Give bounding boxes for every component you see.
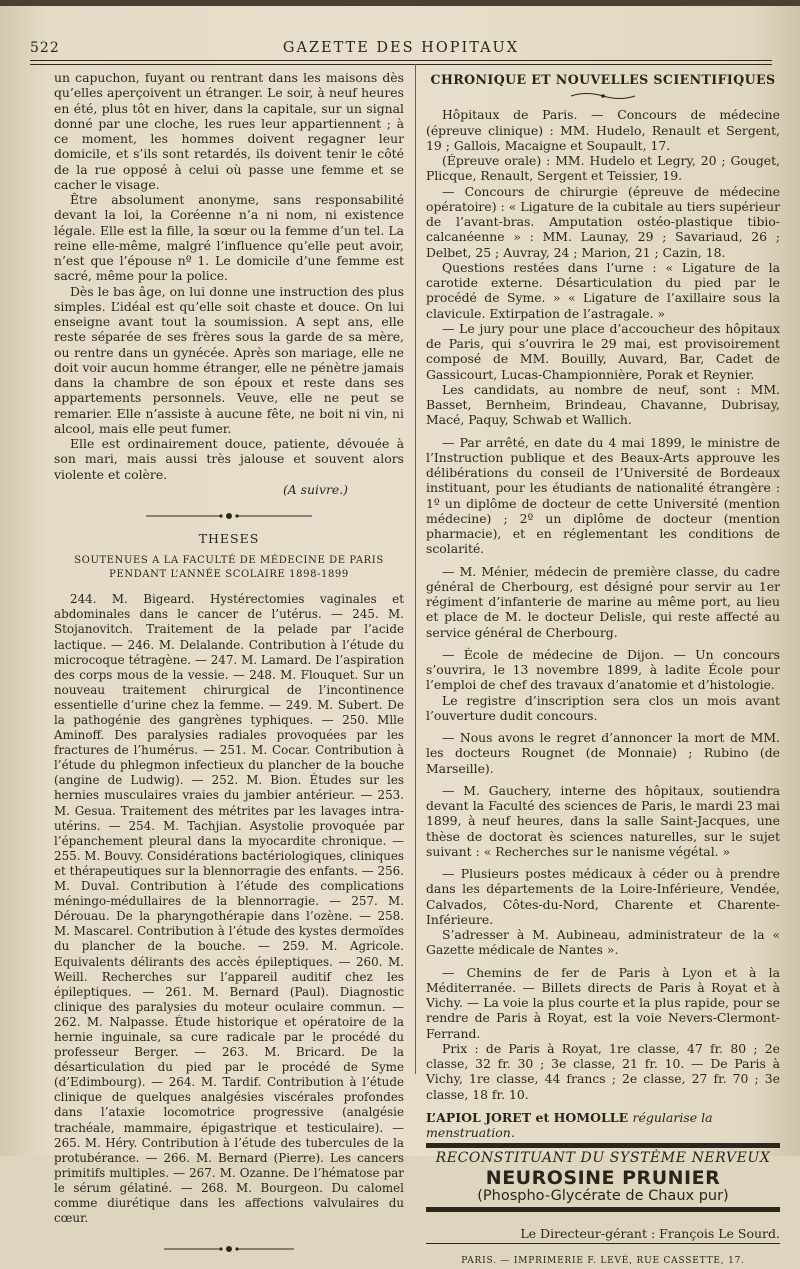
news-item: (Épreuve orale) : MM. Hudelo et Legry, 20 ; Gouget, Plicque, Renault, Sergent et Teissier, 19. bbox=[426, 153, 780, 184]
news-item: Prix : de Paris à Royat, 1re classe, 47 fr. 80 ; 2e classe, 32 fr. 30 ; 3e classe, 21 fr. 10. — De Paris à Vichy, 1re classe, 44 francs ; 2e classe, 27 fr. 70 ; 3e classe, 18 fr. 10. bbox=[426, 1040, 780, 1102]
news-item: — Nous avons le regret d’annoncer la mort de MM. les docteurs Rougnet (de Monnaie) ; Rubino (de Marseille). bbox=[426, 730, 780, 776]
news-item: — Chemins de fer de Paris à Lyon et à la Méditerranée. — Billets directs de Paris à Royat et à Vichy. — La voie la plus courte et la plus rapide, pour se rendre de Paris à Royat, est la voie Nevers-Clermont-Ferrand. bbox=[426, 964, 780, 1041]
header-double-rule bbox=[30, 60, 772, 65]
article-paragraph: un capuchon, fuyant ou rentrant dans les maisons dès qu’elles aperçoivent un étranger. Le soir, à neuf heures en été, plus tôt en hiver, dans la capitale, sur un signal donné par une cloche, les rues leur appartiennent ; à ce moment, les hommes doivent regagner leur domicile, et s’ils sont retardés, ils doivent tenir le côté de la rue opposé à celui où passe une femme et se cacher le visage. bbox=[54, 70, 404, 192]
ad-rule bbox=[426, 1207, 780, 1212]
article-paragraph: Être absolument anonyme, sans responsabilité devant la loi, la Coréenne n’a ni nom, ni existence légale. Elle est la fille, la sœur ou la femme d’un tel. La reine elle-même, malgré l’influence qu’elle peut avoir, n’est que l’épouse nº 1. Le domicile d’une femme est sacré, même pour la police. bbox=[54, 192, 404, 284]
journal-title: GAZETTE DES HOPITAUX bbox=[282, 40, 520, 56]
left-column bbox=[54, 70, 404, 1264]
news-item: Questions restées dans l’urne : « Ligature de la carotide externe. Désarticulation du pied par le procédé de Syme. » « Ligature de l’axillaire sous la clavicule. Extirpation de l’astragale. » bbox=[426, 259, 780, 321]
ornament-divider bbox=[54, 507, 404, 525]
page-number: 522 bbox=[30, 40, 60, 56]
news-item: — École de médecine de Dijon. — Un concours s’ouvrira, le 13 novembre 1899, à ladite École pour l’emploi de chef des travaux d’anatomie et d’histologie. bbox=[426, 646, 780, 693]
news-item: — Par arrêté, en date du 4 mai 1899, le ministre de l’Instruction publique et des Beaux-Arts approuve les délibérations du conseil de l’Université de Bordeaux instituant, pour les étudiants de nationalité étrangère : 1º un diplôme de docteur de cette Université (mention médecine) ; 2º un diplôme de docteur (mention pharmacie), et en réglementant les conditions de scolarité. bbox=[426, 434, 780, 557]
advertisement bbox=[426, 1110, 780, 1212]
printer-imprint: PARIS. — IMPRIMERIE F. LEVÉ, RUE CASSETTE, 17. bbox=[461, 1256, 745, 1266]
news-item: — Le jury pour une place d’accoucheur des hôpitaux de Paris, qui s’ouvrira le 29 mai, est provisoirement composé de MM. Bouilly, Auvard, Bar, Cadet de Gassicourt, Lucas-Championnière, Porak et Reynier. bbox=[426, 320, 780, 382]
column-separator bbox=[415, 64, 416, 1074]
news-item: — M. Gauchery, interne des hôpitaux, soutiendra devant la Faculté des sciences de Paris, le mardi 23 mai 1899, à neuf heures, dans la salle Saint-Jacques, une thèse de doctorat ès sciences naturelles, sur le sujet suivant : « Recherches sur le nanisme végétal. » bbox=[426, 782, 780, 859]
apiol-claim: régularise la menstruation. bbox=[426, 1109, 713, 1140]
chronicle-ornament bbox=[426, 89, 780, 103]
to-be-continued: (A suivre.) bbox=[282, 481, 348, 497]
theses-subheading bbox=[54, 554, 404, 582]
hopitaux-section bbox=[426, 107, 780, 427]
news-item: S’adresser à M. Aubineau, administrateur de la « Gazette médicale de Nantes ». bbox=[426, 927, 780, 958]
running-header bbox=[30, 40, 772, 62]
news-item: — Plusieurs postes médicaux à céder ou à prendre dans les départements de la Loire-Inférieure, Vendée, Calvados, Côtes-du-Nord, Charente et Charente-Inférieure. bbox=[426, 866, 780, 927]
neurosine-tagline: RECONSTITUANT DU SYSTÈME NERVEUX bbox=[435, 1150, 771, 1167]
apiol-brand: L’APIOL JORET et HOMOLLE bbox=[426, 1109, 629, 1125]
theses-list: 244. M. Bigeard. Hystérectomies vaginales et abdominales dans le cancer de l’utérus. — 245. M. Stojanovitch. Traitement de la pelade par l’acide lactique. — 246. M. Delalande. Contribution à l’étude du microcoque tétragène. — 247. M. Lamard. De l’aspiration des corps mous de la vessie. — 248. M. Flouquet. Sur un nouveau traitement chirurgical de l’incontinence essentielle d’urine chez la femme. — 249. M. Subert. De la pathogénie des gangrènes typhiques. — 250. Mlle Aminoff. Des paralysies radiales provoquées par les fractures de l’humérus. — 251. M. Cocar. Contribution à l’étude du phlegmon infectieux du plancher de la bouche (angine de Ludwig). — 252. M. Bion. Études sur les hernies musculaires vraies du jambier antérieur. — 253. M. Gesua. Traitement des métrites par les lavages intra-utérins. — 254. M. Tachjian. Asystolie provoquée par l’épanchement pleural dans la myocardite chronique. — 255. M. Bouvy. Considérations bactériologiques, cliniques et thérapeutiques sur la blennorragie des enfants. — 256. M. Duval. Contribution à l’étude des complications méningo-médullaires de la blennorragie. — 257. M. Dérouau. De la pharyngothérapie dans l’ozène. — 258. M. Mascarel. Contribution à l’étude des kystes dermoïdes du plancher de la bouche. — 259. M. Agricole. Equivalents délirants des accès épileptiques. — 260. M. Weill. Recherches sur l’appareil auditif chez les épileptiques. — 261. M. Bernard (Paul). Diagnostic clinique des paralysies du moteur oculaire commun. — 262. M. Nalpasse. Étude historique et opératoire de la hernie inguinale, sa cure radicale par le procédé du professeur Berger. — 263. M. Bricard. De la désarticulation du pied par le procédé de Syme (d’Edimbourg). — 264. M. Tardif. Contribution à l’étude clinique de quelques analgésies viscérales profondes dans l’ataxie locomotrice progressive (analgésie trachéale, mammaire, épigastrique et testiculaire). — 265. M. Héry. Contribution à l’étude des tubercules de la protubérance. — 266. M. Bernard (Pierre). Les cancers primitifs multiples. — 267. M. Ozanne. De l’hématose par le sérum gélatiné. — 268. M. Bourgeon. Du calomel comme diurétique dans les affections valvulaires du cœur. bbox=[54, 592, 404, 1226]
news-item: — M. Ménier, médecin de première classe, du cadre général de Cherbourg, est désigné pour servir au 1er régiment d’infanterie de marine au même port, au lieu et place de M. le docteur Delisle, qui reste affecté au service général de Cherbourg. bbox=[426, 563, 780, 640]
scan-top-edge bbox=[0, 0, 800, 6]
theses-subheading-line: PENDANT L’ANNÉE SCOLAIRE 1898-1899 bbox=[109, 569, 349, 581]
article-paragraph: Dès le bas âge, on lui donne une instruction des plus simples. L’idéal est qu’elle soit chaste et douce. On lui enseigne avant tout la soumission. A sept ans, elle reste séparée de ses frères sous la garde de sa mère, ou rentre dans un gynécée. Après son mariage, elle ne doit voir aucun homme étranger, elle ne pénètre jamais dans la chambre de son époux et reste dans ses appartements personnels. Veuve, elle ne peut se remarier. Elle n’assiste à aucune fête, ne boit ni vin, ni alcool, mais elle peut fumer. bbox=[54, 283, 404, 436]
neurosine-brand: NEUROSINE PRUNIER bbox=[485, 1166, 721, 1189]
right-column bbox=[426, 70, 780, 1269]
neurosine-formula: (Phospho-Glycérate de Chaux pur) bbox=[477, 1187, 729, 1204]
article-paragraph: Elle est ordinairement douce, patiente, dévouée à son mari, mais aussi très jalouse et souvent alors violente et colère. bbox=[54, 436, 404, 482]
news-item: Le registre d’inscription sera clos un mois avant l’ouverture dudit concours. bbox=[426, 692, 780, 723]
apiol-ad-line bbox=[426, 1110, 780, 1141]
footer-rule bbox=[426, 1243, 780, 1244]
theses-heading: THESES bbox=[198, 531, 260, 546]
news-item: — Concours de chirurgie (épreuve de médecine opératoire) : « Ligature de la cubitale au tiers supérieur de l’avant-bras. Amputation ostéo-plastique tibio-calcanéenne » : MM. Launay, 29 ; Savariaud, 26 ; Delbet, 25 ; Auvray, 24 ; Marion, 21 ; Cazin, 18. bbox=[426, 183, 780, 260]
news-item: Hôpitaux de Paris. — Concours de médecine (épreuve clinique) : MM. Hudelo, Renault et Sergent, 19 ; Gallois, Macaigne et Soupault, 17. bbox=[426, 107, 780, 153]
news-item: Les candidats, au nombre de neuf, sont : MM. Basset, Bernheim, Brindeau, Chavanne, Dubrisay, Macé, Paquy, Schwab et Wallich. bbox=[426, 381, 780, 428]
directeur-gerant: Le Directeur-gérant : François Le Sourd. bbox=[520, 1225, 780, 1241]
theses-subheading-line: SOUTENUES A LA FACULTÉ DE MÉDECINE DE PARIS bbox=[74, 555, 384, 567]
chronicle-heading: CHRONIQUE ET NOUVELLES SCIENTIFIQUES bbox=[430, 72, 776, 87]
ad-rule bbox=[426, 1143, 780, 1148]
ornament-divider bbox=[54, 1240, 404, 1258]
